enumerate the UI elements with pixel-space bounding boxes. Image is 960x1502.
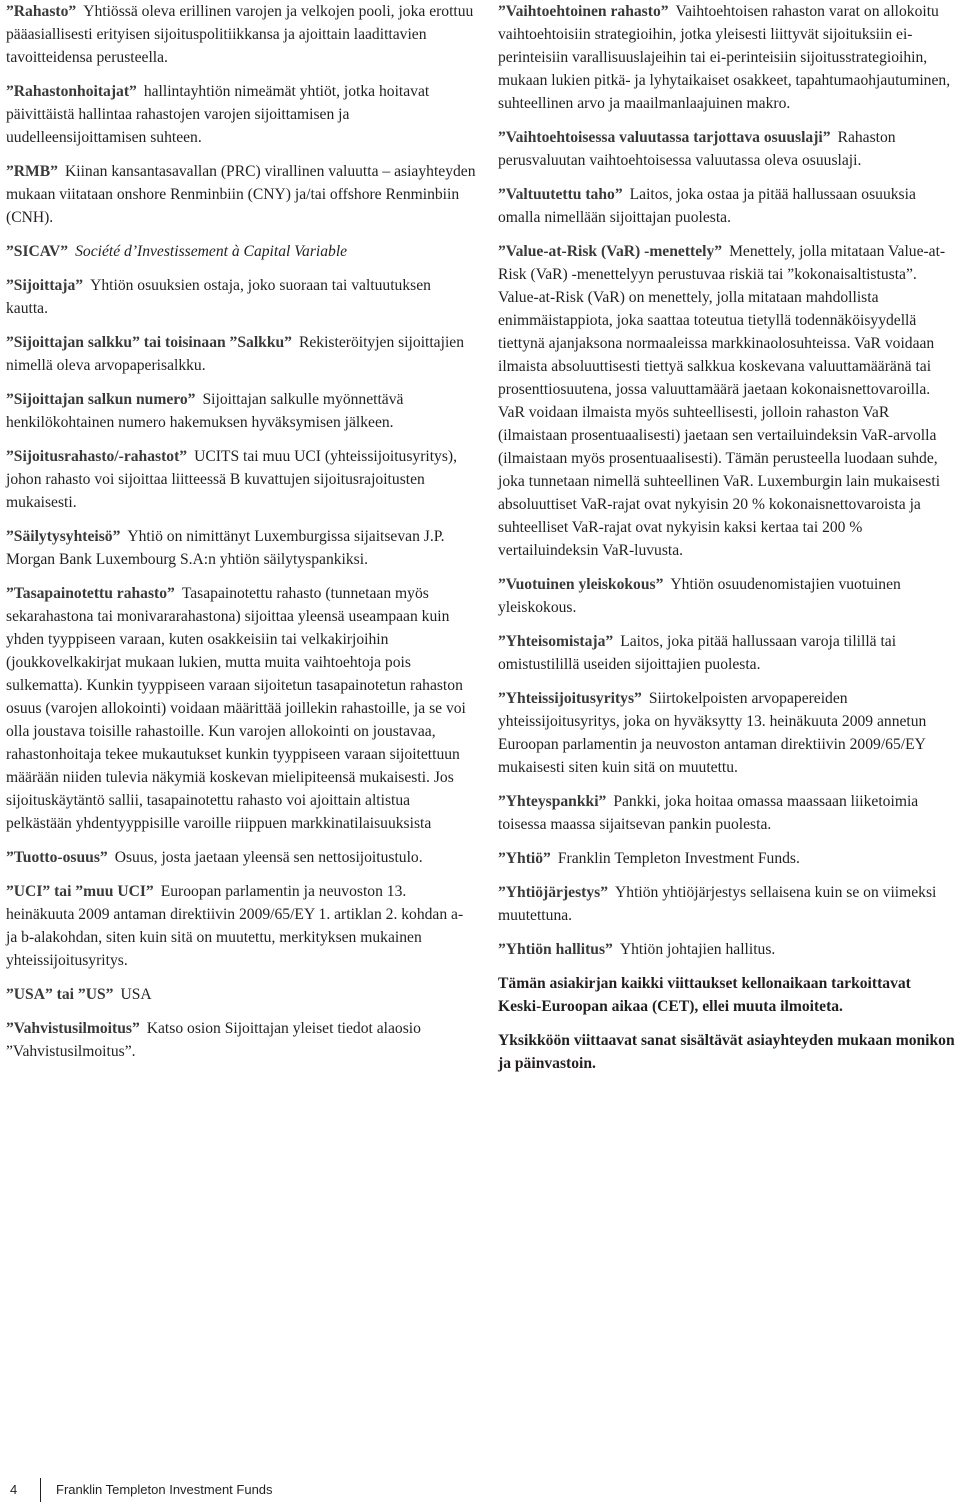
definition-entry xyxy=(6,240,476,263)
definition-entry xyxy=(6,0,476,69)
definition: UCITS tai muu UCI (yhteissijoitusyritys), johon rahasto voi sijoittaa liitteessä B kuvattujen sijoitusrajoitusten mukaisesti. xyxy=(6,448,458,511)
definition: Yhtiön osuuksien ostaja, joko suoraan tai valtuutuksen kautta. xyxy=(6,277,431,317)
term: ”USA” tai ”US” xyxy=(6,986,114,1003)
definition-entry xyxy=(498,790,958,836)
term: ”Rahasto” xyxy=(6,3,77,20)
definition-entry xyxy=(498,847,958,870)
definition-entry xyxy=(6,525,476,571)
term: ”Tuotto-osuus” xyxy=(6,849,108,866)
definition: Menettely, jolla mitataan Value-at-Risk (VaR) -menettelyyn perustuvaa riskiä tai ”kokonaisaltistusta”. Value-at-Risk (VaR) on menettely, jolla mitataan mahdollista enimmäistappiota, joka saattaa toteutua tietyllä todennäköisyydellä tiettynä ajanjaksona normaaleissa markkinaolosuhteissa. VaR voidaan ilmaista absoluuttisesti tiettyä salkkua koskevana valuuttamääränä tai prosenttiosuutena, jossa valuuttamäärä jaetaan kokonaisnettovaroilla. VaR voidaan ilmaista myös suhteellisesti, jolloin rahaston VaR (ilmaistaan prosentuaalisesti) jaetaan sen vertailuindeksin VaR-arvolla (ilmaistaan myös prosentuaalisesti). Tämän perusteella luodaan suhde, joka tunnetaan nimellä suhteellinen VaR. Luxemburgin lain mukaisesti absoluuttiset VaR-rajat ovat nykyisin 20 % kokonaisnettovaroista ja suhteelliset VaR-rajat ovat nykyisin kaksi kertaa tai 200 % vertailuindeksin VaR-luvusta. xyxy=(498,243,946,559)
term: ”Rahastonhoitajat” xyxy=(6,83,137,100)
definition: Yhtiössä oleva erillinen varojen ja velkojen pooli, joka erottuu pääasiallisesti erityisen sijoituspolitiikkansa ja ajoittain laadittavien tavoitteidensa perusteella. xyxy=(6,3,474,66)
definition-entry xyxy=(498,240,958,562)
term: ”Vahvistusilmoitus” xyxy=(6,1020,140,1037)
definition: Euroopan parlamentin ja neuvoston 13. heinäkuuta 2009 antaman direktiivin 2009/65/EY 1. artiklan 2. kohdan a- ja b-alakohdan, siten kuin sitä on muutettu, merkityksen mukainen yhteissijoitusyritys. xyxy=(6,883,464,969)
definition: Rahaston perusvaluutan vaihtoehtoisessa valuutassa oleva osuuslaji. xyxy=(498,129,896,169)
definition: Pankki, joka hoitaa omassa maassaan liiketoimia toisessa maassa sijaitsevan pankin puolesta. xyxy=(498,793,919,833)
definition: Sijoittajan salkulle myönnettävä henkilökohtainen numero hakemuksen hyväksymisen jälkeen. xyxy=(6,391,404,431)
definition: Tasapainotettu rahasto (tunnetaan myös sekarahastona tai monivararahastona) sijoittaa yleensä useampaan kuin yhden tyyppiseen varaan, kuten osakkeisiin tai velkakirjoihin (joukkovelkakirjat mukaan lukien, mutta muita vaihtoehtoja pois sulkematta). Kunkin tyyppiseen varaan sijoitetun tasapainotetun rahaston osuus (varojen allokointi) voidaan määrittää joillekin rahastoille, ja se voi olla joustava toisille rahastoille. Kun varojen allokointi on joustavaa, rahastonhoitaja tekee mukautukset kunkin tyyppiseen varaan sijoitettuun määrään niiden tulevia näkymiä koskevan mielipiteensä mukaisesti. Jos sijoituskäytäntö sallii, tasapainotettu rahasto voi ajoittain altistua pelkästään yhdentyyppisille varoille riippuen markkinatilaisuuksista xyxy=(6,585,466,832)
term: ”Vaihtoehtoisessa valuutassa tarjottava osuuslaji” xyxy=(498,129,831,146)
term: ”Vuotuinen yleiskokous” xyxy=(498,576,664,593)
term: ”Sijoittajan salkku” tai toisinaan ”Salkku” xyxy=(6,334,292,351)
term: ”Säilytysyhteisö” xyxy=(6,528,121,545)
definition-entry xyxy=(6,1017,476,1063)
definition: Laitos, joka pitää hallussaan varoja tilillä tai omistustilillä useiden sijoittajien puolesta. xyxy=(498,633,897,673)
term: ”Yhtiö” xyxy=(498,850,551,867)
definition-entry xyxy=(498,687,958,779)
definition: USA xyxy=(120,986,152,1003)
footer-divider xyxy=(40,1478,41,1502)
definition-entry xyxy=(6,983,476,1006)
term: ”Vaihtoehtoinen rahasto” xyxy=(498,3,669,20)
term: ”Yhteissijoitusyritys” xyxy=(498,690,642,707)
singular-plural-note: Yksikköön viittaavat sanat sisältävät asiayhteyden mukaan monikon ja päinvastoin. xyxy=(498,1032,955,1072)
time-zone-note: Tämän asiakirjan kaikki viittaukset kellonaikaan tarkoittavat Keski-Euroopan aikaa (CET), ellei muuta ilmoiteta. xyxy=(498,975,911,1015)
definition: Siirtokelpoisten arvopapereiden yhteissijoitusyritys, joka on hyväksytty 13. heinäkuuta 2009 annetun Euroopan parlamentin ja neuvoston antaman direktiivin 2009/65/EY mukaisesti siten kuin sitä on muutettu. xyxy=(498,690,927,776)
term: ”Yhteisomistaja” xyxy=(498,633,614,650)
page-number: 4 xyxy=(10,1482,18,1497)
term: ”Sijoitusrahasto/-rahastot” xyxy=(6,448,188,465)
definition-entry xyxy=(498,938,958,961)
term: ”Value-at-Risk (VaR) -menettely” xyxy=(498,243,723,260)
document-title: Franklin Templeton Investment Funds xyxy=(56,1482,273,1497)
right-column xyxy=(498,0,958,1086)
definition-entry xyxy=(498,573,958,619)
definition-entry xyxy=(498,183,958,229)
term: ”Sijoittajan salkun numero” xyxy=(6,391,196,408)
definition-entry xyxy=(498,0,958,115)
page-footer xyxy=(0,1474,960,1502)
definition: Yhtiön yhtiöjärjestys sellaisena kuin se on viimeksi muutettuna. xyxy=(498,884,937,924)
definition: hallintayhtiön nimeämät yhtiöt, jotka hoitavat päivittäistä hallintaa rahastojen varojen sijoittamisen ja uudelleensijoittamisen suhteen. xyxy=(6,83,430,146)
definition-entry xyxy=(6,160,476,229)
definition: Société d’Investissement à Capital Variable xyxy=(75,243,348,260)
definition: Yhtiö on nimittänyt Luxemburgissa sijaitsevan J.P. Morgan Bank Luxembourg S.A:n yhtiön säilytyspankiksi. xyxy=(6,528,445,568)
definition: Yhtiön osuudenomistajien vuotuinen yleiskokous. xyxy=(498,576,901,616)
term: ”SICAV” xyxy=(6,243,69,260)
definition-entry xyxy=(6,445,476,514)
definition-entry xyxy=(6,388,476,434)
term: ”UCI” tai ”muu UCI” xyxy=(6,883,154,900)
definition-entry xyxy=(6,80,476,149)
left-column xyxy=(6,0,476,1074)
definition: Osuus, josta jaetaan yleensä sen nettosijoitustulo. xyxy=(114,849,423,866)
definition: Vaihtoehtoisen rahaston varat on allokoitu vaihtoehtoisiin strategioihin, jotka yleisesti liittyvät sijoituksiin ei-perinteisiin varallisuuslajeihin tai ei-perinteisiin sijoitusstrategioihin, mukaan lukien pitkä- ja lyhytaikaiset osakkeet, tapahtumaohjautuminen, suhteellinen arvo ja maailmanlaajuinen makro. xyxy=(498,3,951,112)
definition-entry xyxy=(6,331,476,377)
definition: Katso osion Sijoittajan yleiset tiedot alaosio ”Vahvistusilmoitus”. xyxy=(6,1020,421,1060)
term: ”Yhtiöjärjestys” xyxy=(498,884,609,901)
definition-entry xyxy=(6,880,476,972)
term: ”Tasapainotettu rahasto” xyxy=(6,585,175,602)
definition-entry xyxy=(6,582,476,835)
definition-entry xyxy=(498,126,958,172)
definition-entry xyxy=(6,274,476,320)
term: ”Valtuutettu taho” xyxy=(498,186,623,203)
definition-entry xyxy=(498,630,958,676)
definition: Yhtiön johtajien hallitus. xyxy=(619,941,776,958)
definition: Laitos, joka ostaa ja pitää hallussaan osuuksia omalla nimellään sijoittajan puolesta. xyxy=(498,186,916,226)
term: ”RMB” xyxy=(6,163,58,180)
term: ”Yhteyspankki” xyxy=(498,793,607,810)
definition: Kiinan kansantasavallan (PRC) virallinen valuutta – asiayhteyden mukaan viitataan onshore Renminbiin (CNY) ja/tai offshore Renminbiin (CNH). xyxy=(6,163,476,226)
term: ”Yhtiön hallitus” xyxy=(498,941,613,958)
definition-entry xyxy=(6,846,476,869)
definition: Rekisteröityjen sijoittajien nimellä oleva arvopaperisalkku. xyxy=(6,334,464,374)
definition-entry xyxy=(498,881,958,927)
definition: Franklin Templeton Investment Funds. xyxy=(557,850,800,867)
term: ”Sijoittaja” xyxy=(6,277,84,294)
